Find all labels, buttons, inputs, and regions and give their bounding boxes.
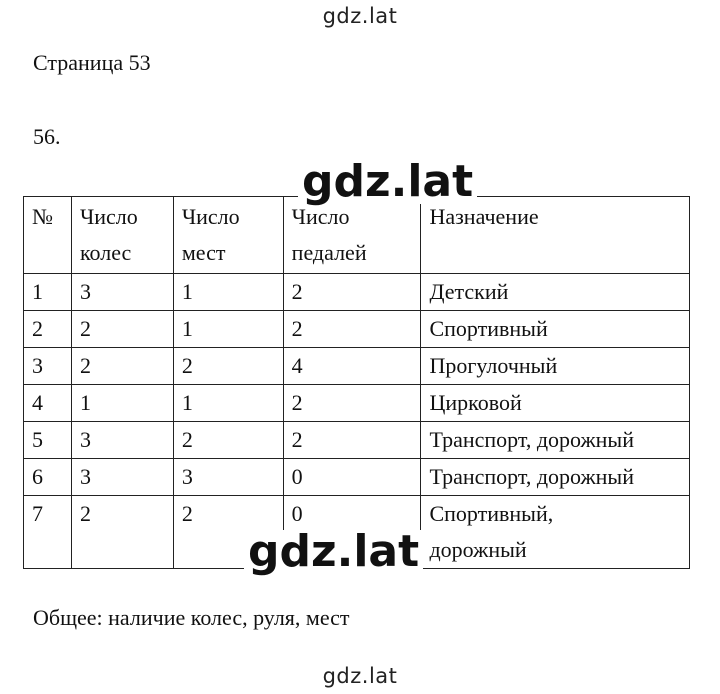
- table-row: [24, 348, 690, 385]
- table-cell: 0: [283, 459, 421, 496]
- table-cell: 7: [24, 496, 72, 569]
- task-number: 56.: [33, 124, 61, 149]
- table-cell: 2: [173, 496, 283, 569]
- table-cell: Прогулочный: [421, 348, 690, 385]
- header-cell: [421, 197, 690, 274]
- header-cell: [283, 197, 421, 274]
- table-cell: 3: [71, 422, 173, 459]
- table-row: [24, 311, 690, 348]
- table-cell: 6: [24, 459, 72, 496]
- table-cell: 3: [173, 459, 283, 496]
- header-cell-line: Число: [291, 204, 350, 229]
- table-cell: 2: [173, 422, 283, 459]
- table-cell: 3: [24, 348, 72, 385]
- header-cell-line: Назначение: [429, 204, 539, 229]
- table-cell: 0: [283, 496, 421, 569]
- table-cell: Спортивный, дорожный: [421, 496, 690, 569]
- watermark-lower: gdz.lat: [244, 530, 423, 574]
- table-cell: Транспорт, дорожный: [421, 422, 690, 459]
- watermark-bottom: gdz.lat: [322, 664, 398, 688]
- table-cell: 1: [173, 385, 283, 422]
- table-row: [24, 459, 690, 496]
- table-cell: 3: [71, 274, 173, 311]
- table-cell: 1: [173, 311, 283, 348]
- table-cell: Детский: [421, 274, 690, 311]
- table-cell: Спортивный: [421, 311, 690, 348]
- table-cell: 1: [71, 385, 173, 422]
- page-label: Страница 53: [33, 50, 151, 75]
- table-header-row: [24, 197, 690, 274]
- table-cell: Транспорт, дорожный: [421, 459, 690, 496]
- watermark-middle: gdz.lat: [298, 160, 477, 204]
- table-cell: 2: [283, 311, 421, 348]
- table-cell: 4: [283, 348, 421, 385]
- header-cell: [24, 197, 72, 274]
- table-cell: 2: [283, 385, 421, 422]
- common-features-text: Общее: наличие колес, руля, мест: [33, 605, 350, 630]
- table-row: [24, 385, 690, 422]
- bicycle-table: [23, 196, 690, 569]
- header-cell-line: №: [32, 204, 53, 229]
- table-cell: 2: [71, 496, 173, 569]
- header-cell-line: Число: [181, 204, 240, 229]
- header-cell-line: мест: [181, 240, 226, 265]
- header-cell-line: педалей: [291, 240, 367, 265]
- table-cell: 5: [24, 422, 72, 459]
- table-cell: 1: [173, 274, 283, 311]
- table-row: [24, 274, 690, 311]
- table-cell: 1: [24, 274, 72, 311]
- table-row: [24, 422, 690, 459]
- table-cell: 4: [24, 385, 72, 422]
- table-cell: 2: [24, 311, 72, 348]
- table-cell: 2: [283, 274, 421, 311]
- table-cell: 2: [71, 311, 173, 348]
- header-cell-line: колес: [79, 240, 132, 265]
- table-cell: 2: [71, 348, 173, 385]
- table-cell: 2: [283, 422, 421, 459]
- header-cell: [173, 197, 283, 274]
- table-cell: 2: [173, 348, 283, 385]
- table-cell: 3: [71, 459, 173, 496]
- header-cell: [71, 197, 173, 274]
- table-cell: Цирковой: [421, 385, 690, 422]
- watermark-top: gdz.lat: [322, 4, 398, 28]
- header-cell-line: Число: [79, 204, 138, 229]
